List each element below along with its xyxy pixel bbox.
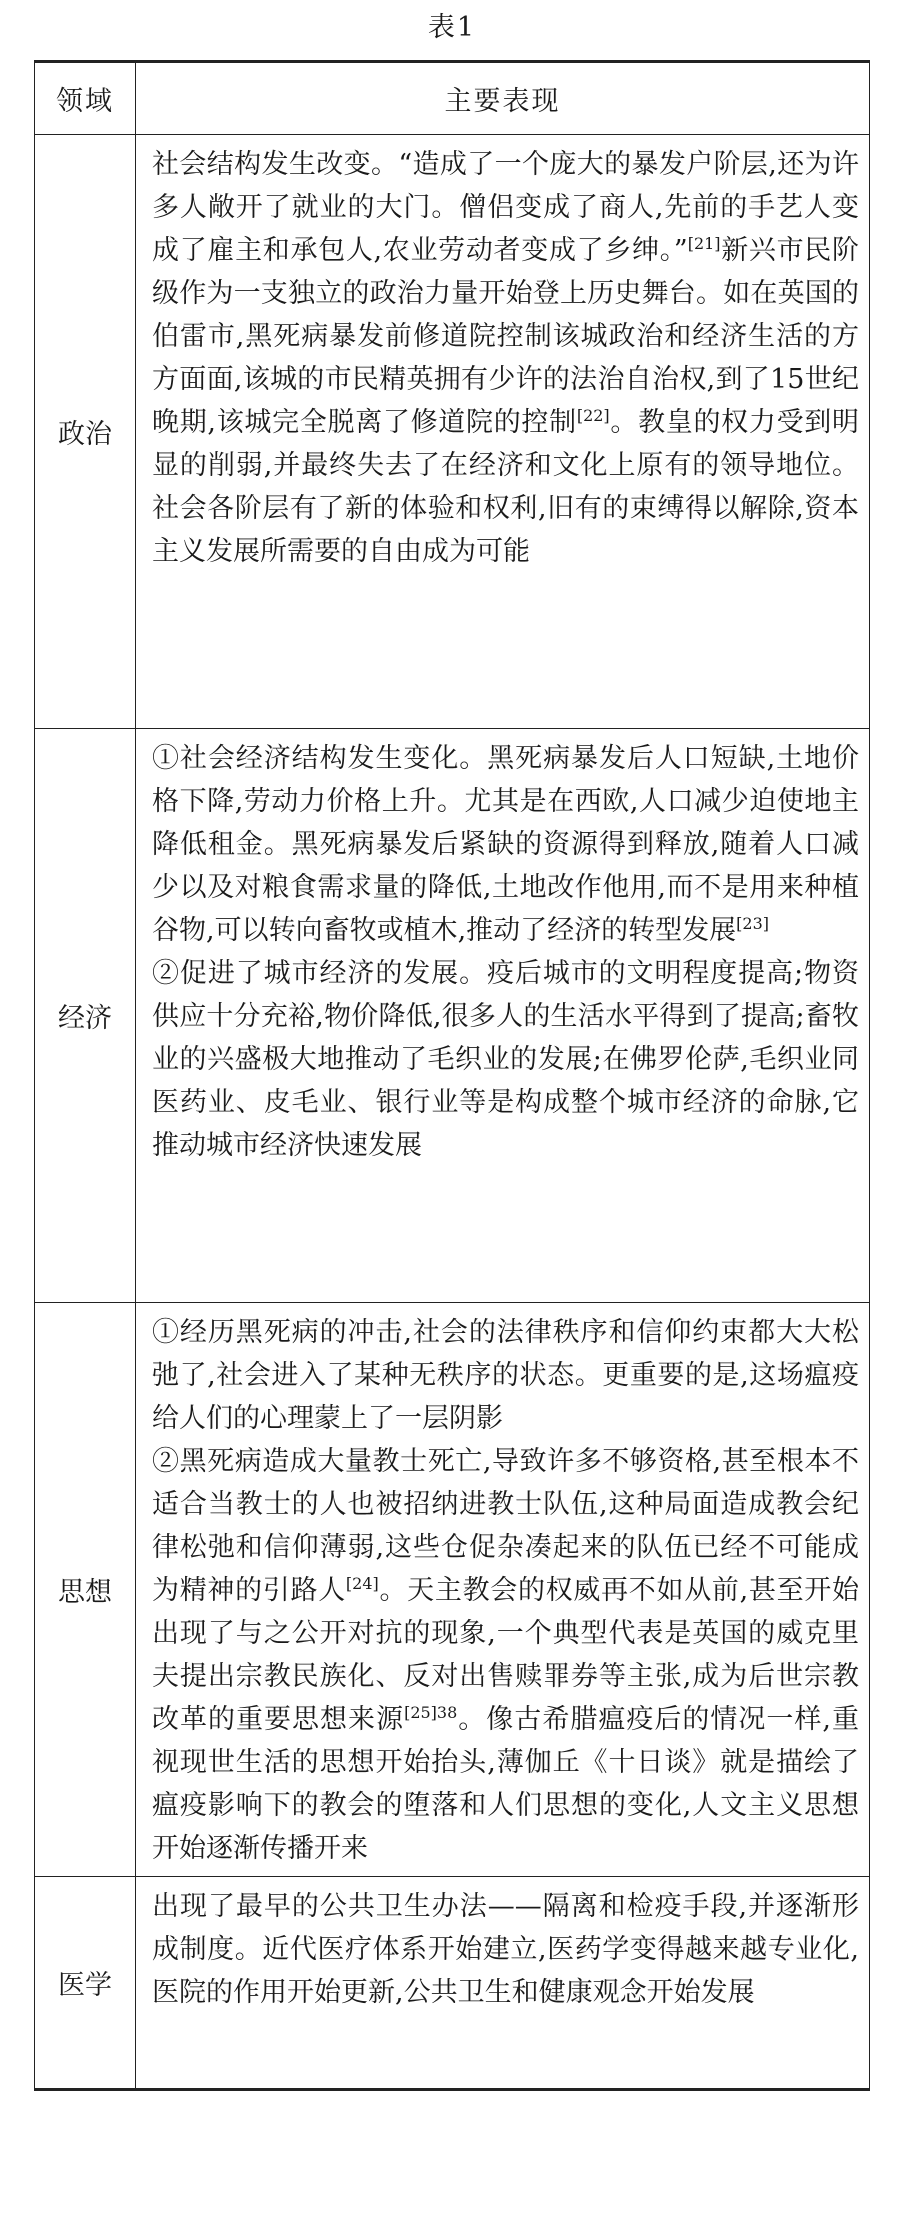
content-body (136, 135, 869, 579)
content-body (136, 1877, 869, 2020)
table-row (35, 729, 870, 1303)
paragraph-text: 。天主教会的权威再不如从前,甚至开始出现了与之公开对抗的现象,一个典型代表是英国的威克里夫提出宗教民族化、反对出售赎罪券等主张,成为后世宗教改革的重要思想来源 (152, 1575, 859, 1735)
content-paragraph (152, 1885, 859, 2014)
content-cell (136, 1303, 870, 1877)
field-cell: 医学 (35, 1877, 136, 2090)
citation-ref: [21] (687, 234, 721, 253)
header-field: 领域 (35, 62, 136, 135)
paragraph-text: 。教皇的权力受到明显的削弱,并最终失去了在经济和文化上原有的领导地位。社会各阶层有了新的体验和权利,旧有的束缚得以解除,资本主义发展所需要的自由成为可能 (152, 407, 859, 567)
paragraph-text: 新兴市民阶级作为一支独立的政治力量开始登上历史舞台。如在英国的伯雷市,黑死病暴发前修道院控制该城政治和经济生活的方方面面,该城的市民精英拥有少许的法治自治权,到了15世纪晚期,该城完全脱离了修道院的控制 (152, 235, 860, 438)
content-cell (136, 729, 870, 1303)
paragraph-text: 出现了最早的公共卫生办法——隔离和检疫手段,并逐渐形成制度。近代医疗体系开始建立,医药学变得越来越专业化,医院的作用开始更新,公共卫生和健康观念开始发展 (152, 1891, 859, 2008)
paragraph-text: ②促进了城市经济的发展。疫后城市的文明程度提高;物资供应十分充裕,物价降低,很多人的生活水平得到了提高;畜牧业的兴盛极大地推动了毛织业的发展;在佛罗伦萨,毛织业同医药业、皮毛业、银行业等是构成整个城市经济的命脉,它推动城市经济快速发展 (152, 958, 859, 1161)
table-caption: 表1 (427, 12, 477, 43)
citation-ref: [25]38 (404, 1703, 458, 1722)
table-row (35, 1303, 870, 1877)
content-paragraph (152, 737, 859, 952)
paragraph-text: ②黑死病造成大量教士死亡,导致许多不够资格,甚至根本不适合当教士的人也被招纳进教士队伍,这种局面造成教会纪律松弛和信仰薄弱,这些仓促杂凑起来的队伍已经不可能成为精神的引路人 (152, 1446, 859, 1606)
paragraph-text: 。像古希腊瘟疫后的情况一样,重视现世生活的思想开始抬头,薄伽丘《十日谈》就是描绘了瘟疫影响下的教会的堕落和人们思想的变化,人文主义思想开始逐渐传播开来 (152, 1704, 859, 1864)
field-cell: 经济 (35, 729, 136, 1303)
citation-ref: [23] (736, 914, 770, 933)
data-table (34, 60, 870, 2091)
table-row (35, 1877, 870, 2090)
content-paragraph (152, 1440, 859, 1870)
paragraph-text: ①社会经济结构发生变化。黑死病暴发后人口短缺,土地价格下降,劳动力价格上升。尤其是在西欧,人口减少迫使地主降低租金。黑死病暴发后紧缺的资源得到释放,随着人口减少以及对粮食需求量的降低,土地改作他用,而不是用来种植谷物,可以转向畜牧或植木,推动了经济的转型发展 (152, 743, 859, 946)
content-cell (136, 1877, 870, 2090)
paragraph-text: 社会结构发生改变。“造成了一个庞大的暴发户阶层,还为许多人敞开了就业的大门。僧侣变成了商人,先前的手艺人变成了雇主和承包人,农业劳动者变成了乡绅。” (152, 149, 859, 266)
table-header-row (35, 62, 870, 135)
table-row (35, 135, 870, 729)
citation-ref: [24] (345, 1574, 379, 1593)
content-paragraph (152, 1311, 859, 1440)
citation-ref: [22] (576, 406, 610, 425)
header-content: 主要表现 (136, 62, 870, 135)
field-cell: 思想 (35, 1303, 136, 1877)
field-cell: 政治 (35, 135, 136, 729)
content-body (136, 1303, 869, 1876)
content-paragraph (152, 952, 859, 1167)
content-cell (136, 135, 870, 729)
content-body (136, 729, 869, 1173)
content-paragraph (152, 143, 859, 573)
paragraph-text: ①经历黑死病的冲击,社会的法律秩序和信仰约束都大大松弛了,社会进入了某种无秩序的状态。更重要的是,这场瘟疫给人们的心理蒙上了一层阴影 (152, 1317, 859, 1434)
